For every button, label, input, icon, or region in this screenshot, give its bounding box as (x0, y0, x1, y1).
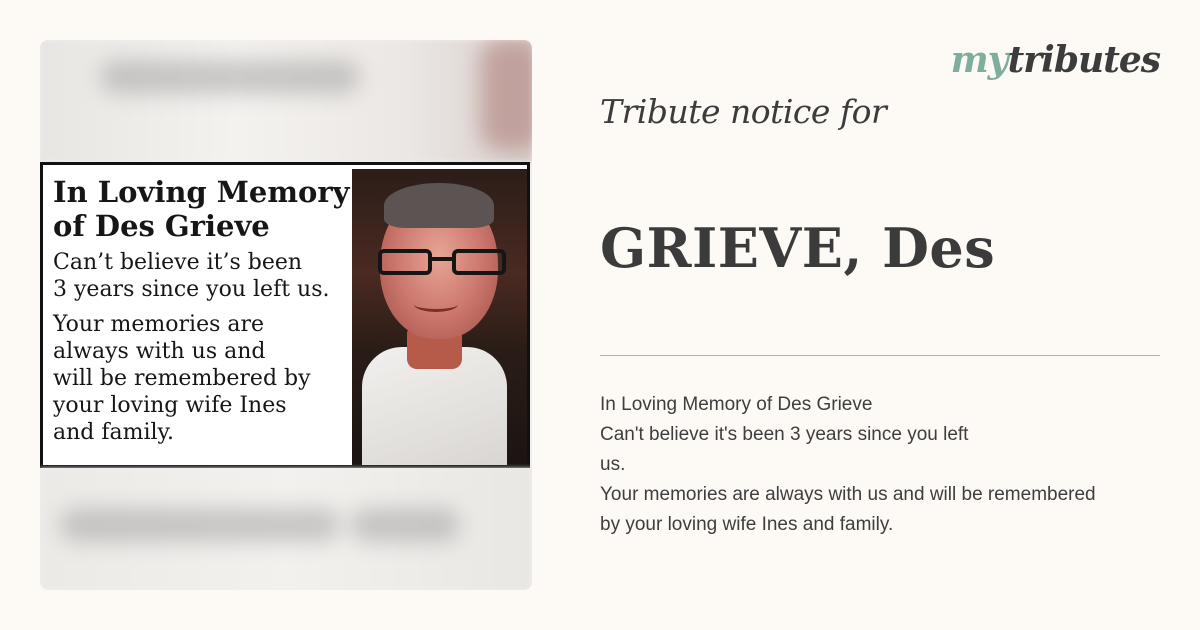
notice-line: 3 years since you left us. (53, 277, 330, 302)
notice-line: Can’t believe it’s been (53, 250, 303, 275)
deceased-name: GRIEVE, Des (600, 216, 996, 280)
page-subtitle: Tribute notice for (600, 92, 887, 131)
notice-body-line: Can't believe it's been 3 years since you left (600, 424, 969, 445)
notice-line: your loving wife Ines (53, 393, 287, 418)
portrait-smile (414, 297, 458, 312)
notice-clipping (40, 162, 530, 468)
notice-line: will be remembered by (53, 366, 311, 391)
glasses-lens (452, 249, 506, 275)
blurred-top-area (40, 40, 532, 162)
notice-body-line: by your loving wife Ines and family. (600, 514, 894, 535)
notice-body-line: Your memories are always with us and will be remembered (600, 484, 1096, 505)
notice-clipping-text (53, 175, 358, 446)
notice-body (600, 390, 1190, 540)
notice-image-card (40, 40, 532, 590)
glasses-lens (378, 249, 432, 275)
blur-smudge (480, 40, 532, 150)
notice-title-line: In Loving Memory (53, 175, 350, 209)
blur-smudge (100, 60, 360, 94)
logo-prefix: my (950, 39, 1008, 81)
portrait-photo (352, 169, 527, 467)
logo-suffix: tributes (1007, 39, 1160, 81)
blurred-bottom-area (40, 468, 532, 590)
mytributes-logo[interactable] (951, 38, 1160, 82)
blur-smudge (350, 508, 460, 542)
notice-body-line: In Loving Memory of Des Grieve (600, 394, 873, 415)
portrait-hair (384, 183, 494, 228)
glasses-bridge (430, 257, 454, 261)
notice-body-line: us. (600, 454, 626, 475)
notice-line: Your memories are (53, 312, 265, 337)
notice-clipping-title (53, 175, 358, 243)
glasses-icon (378, 249, 506, 275)
divider (600, 355, 1160, 356)
notice-line: always with us and (53, 339, 266, 364)
notice-title-line: of Des Grieve (53, 209, 270, 243)
notice-line: and family. (53, 420, 175, 445)
blur-smudge (60, 508, 340, 542)
